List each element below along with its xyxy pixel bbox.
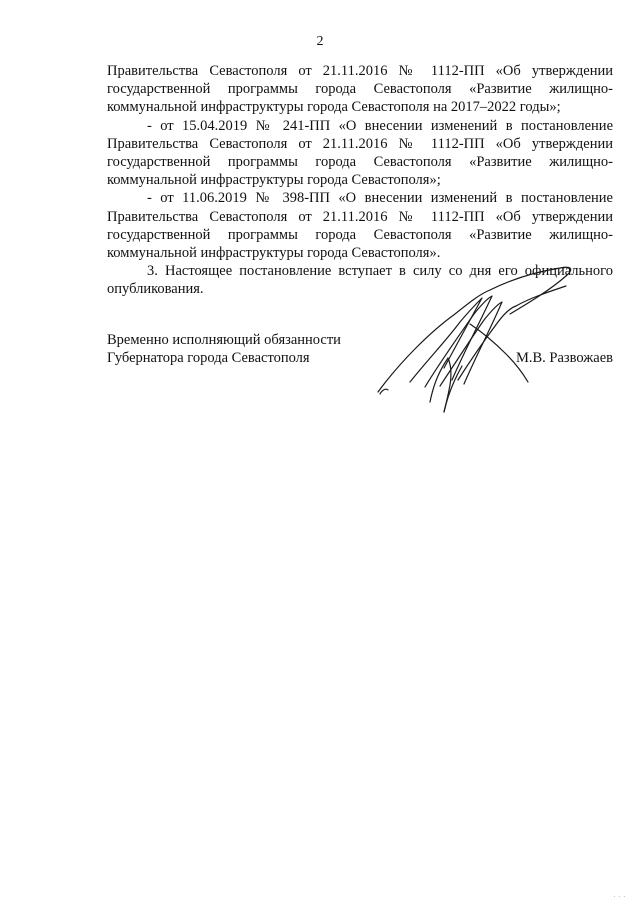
signatory-name: М.В. Развожаев — [515, 350, 613, 367]
footer-scan-mark: . . . — [613, 893, 626, 899]
paragraph-effective-date: 3. Настоящее постановление вступает в силу со дня его официального опубликования. — [107, 263, 613, 298]
page-number: 2 — [316, 34, 324, 49]
list-item-amendment-2: - от 11.06.2019 № 398-ПП «О внесении изменений в постановление Правительства Севастополя от 21.11.2016 № 1112-ПП «Об утверждении государственной программы города Севастополя «Развитие жилищно-коммунальной инфраструктуры города Севастополя». — [107, 190, 613, 262]
signatory-position-line-2: Губернатора города Севастополя — [107, 350, 310, 367]
signatory-position-line-1: Временно исполняющий обязанности — [107, 332, 341, 348]
list-item-amendment-1: - от 15.04.2019 № 241-ПП «О внесении изменений в постановление Правительства Севастополя от 21.11.2016 № 1112-ПП «Об утверждении государственной программы города Севастополя «Развитие жилищно-коммунальной инфраструктуры города Севастополя»; — [107, 117, 613, 189]
paragraph-continuation: Правительства Севастополя от 21.11.2016 № 1112-ПП «Об утверждении государственной программы города Севастополя «Развитие жилищно-коммунальной инфраструктуры города Севастополя на 2017–2022 годы»; — [107, 63, 613, 116]
signature-block — [107, 331, 613, 367]
